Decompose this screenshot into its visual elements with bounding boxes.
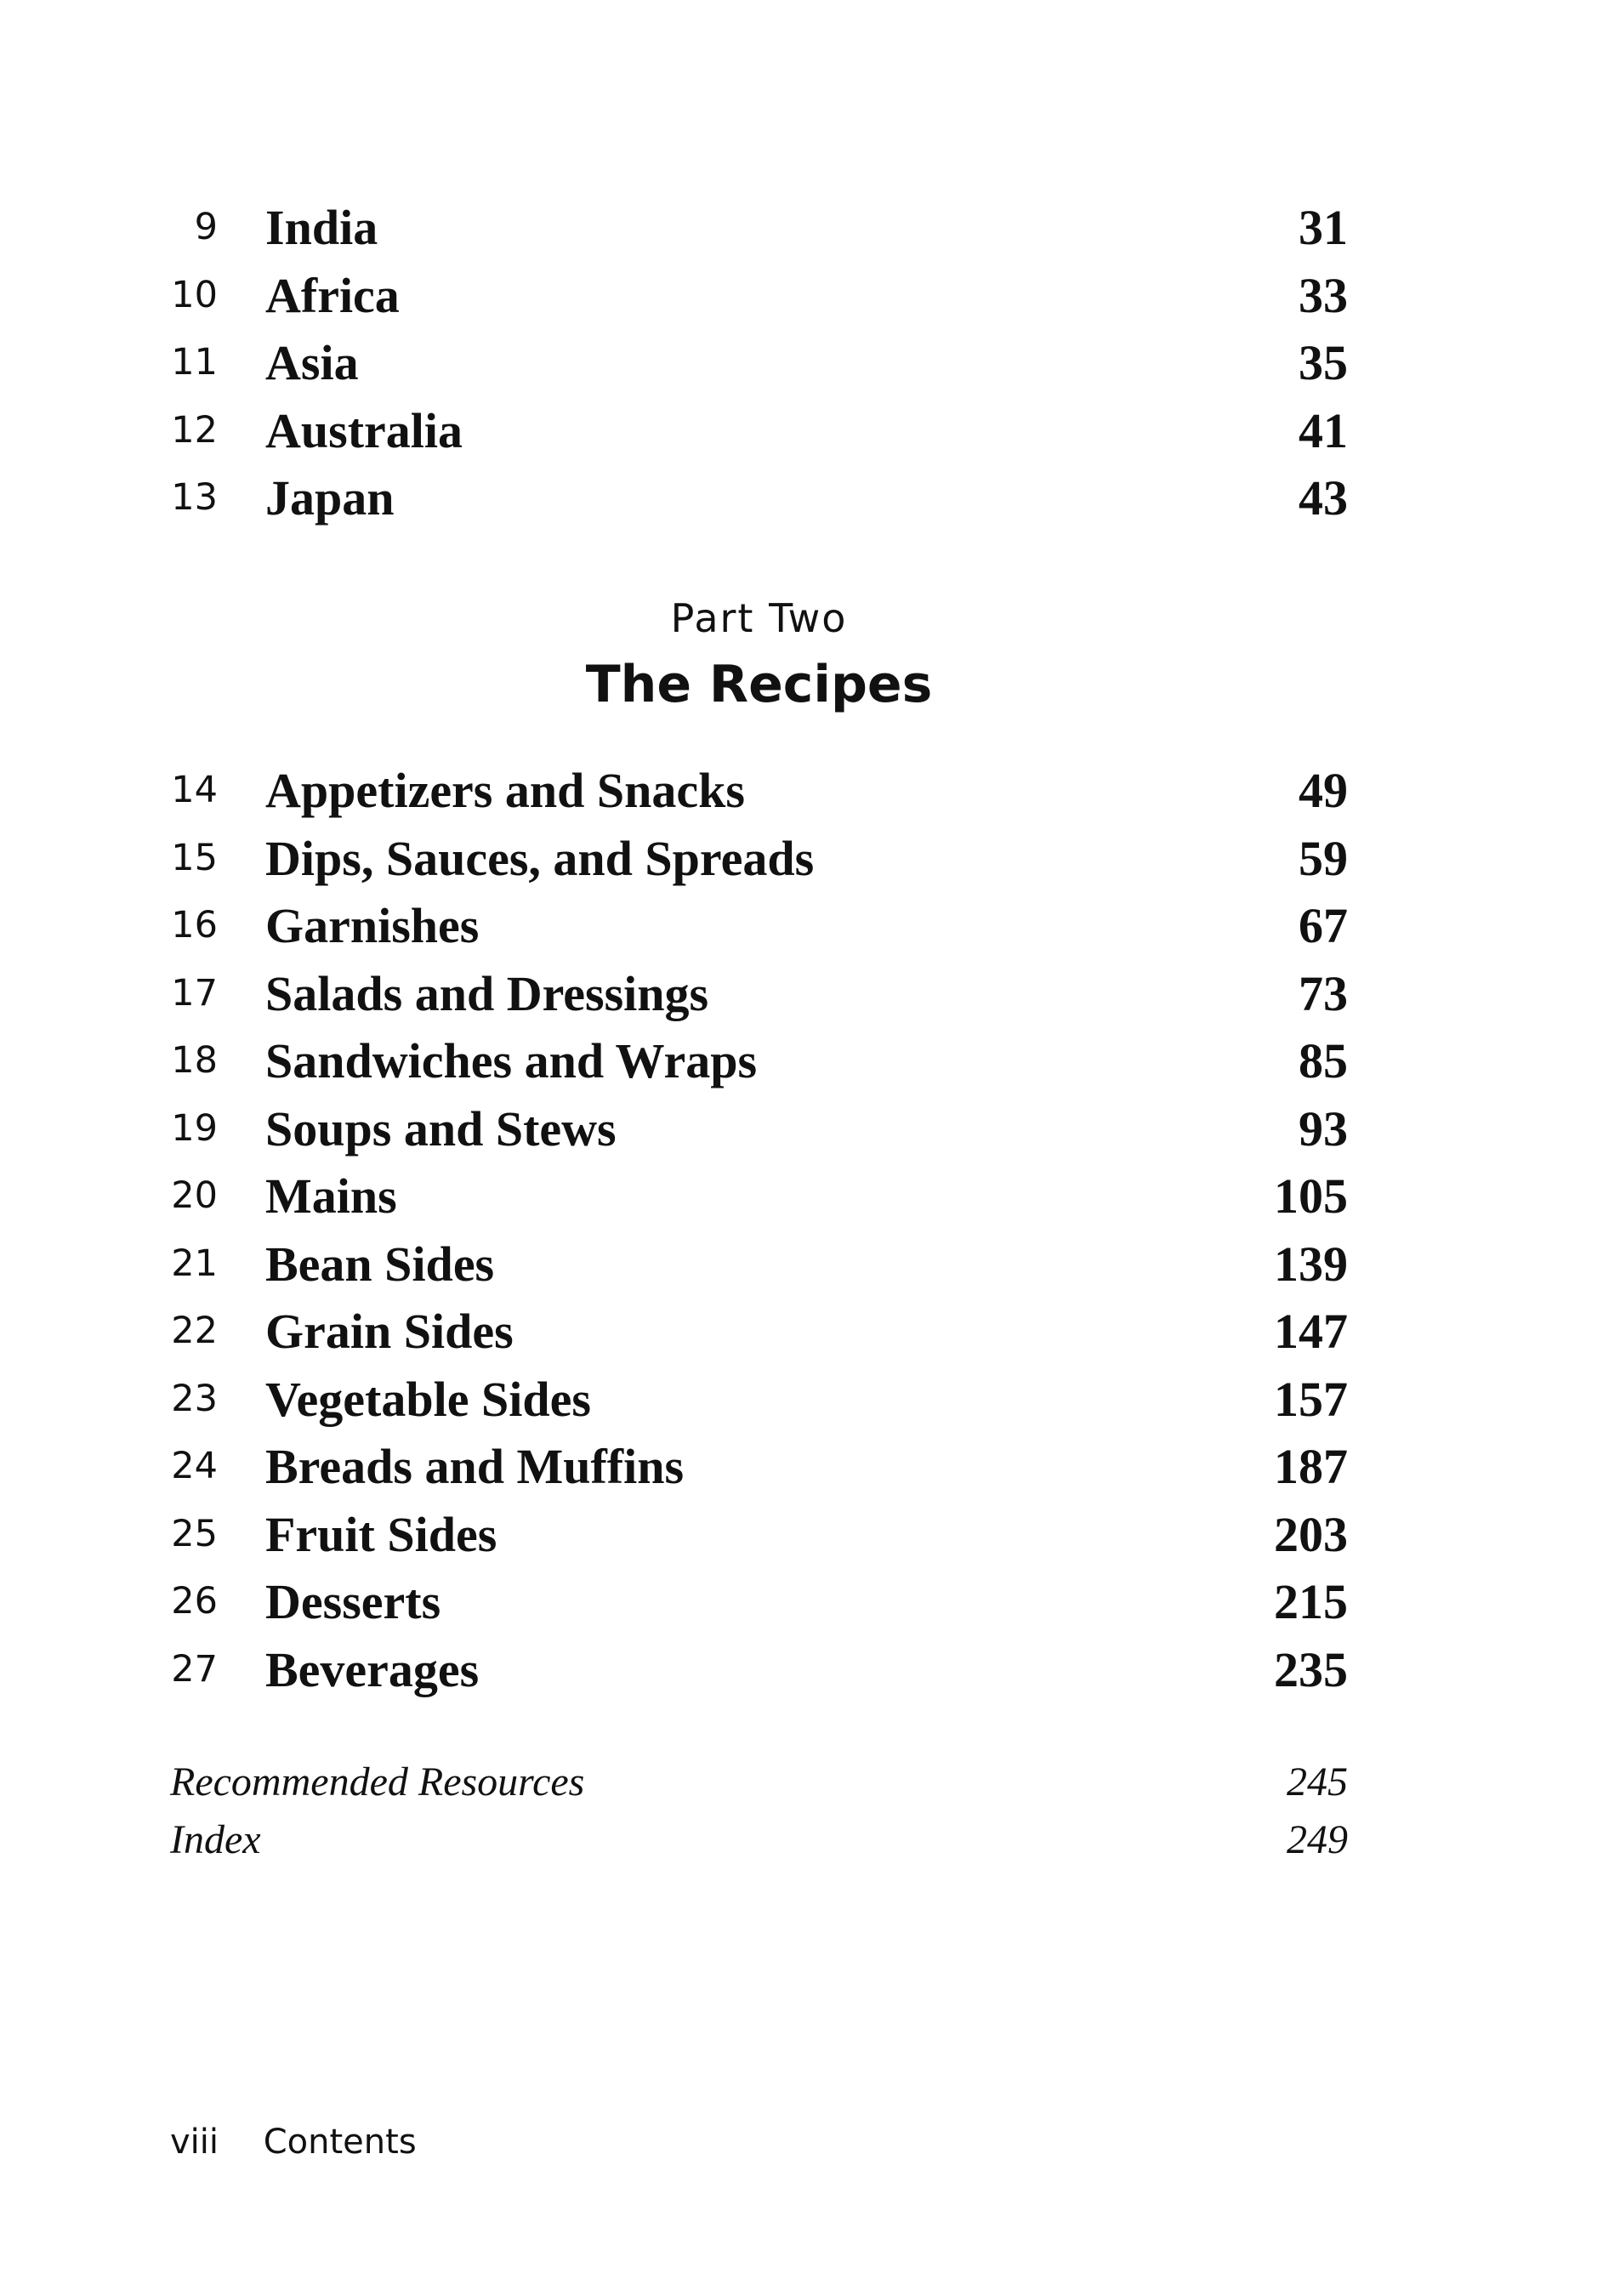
toc-entry[interactable] <box>170 1433 1348 1501</box>
chapter-title: India <box>265 200 378 255</box>
chapter-title: Breads and Muffins <box>265 1439 685 1494</box>
chapter-title: Appetizers and Snacks <box>265 763 745 818</box>
chapter-title: Australia <box>265 402 463 458</box>
chapter-title: Dips, Sauces, and Spreads <box>265 830 815 886</box>
part-two-entries <box>170 757 1348 1703</box>
chapter-page: 85 <box>1299 1033 1348 1088</box>
chapter-title: Sandwiches and Wraps <box>265 1033 758 1088</box>
chapter-page: 33 <box>1299 267 1348 323</box>
chapter-title: Desserts <box>265 1574 441 1629</box>
chapter-number: 22 <box>171 1310 218 1352</box>
chapter-title: Vegetable Sides <box>265 1371 591 1427</box>
chapter-number: 18 <box>171 1039 218 1082</box>
part-one-entries <box>170 194 1348 532</box>
chapter-page: 187 <box>1274 1439 1348 1494</box>
toc-entry[interactable] <box>170 1298 1348 1366</box>
chapter-title: Africa <box>265 267 400 323</box>
part-title: The Recipes <box>585 655 933 714</box>
chapter-title: Asia <box>265 335 359 390</box>
chapter-title: Fruit Sides <box>265 1506 497 1562</box>
back-matter <box>170 1753 1348 1869</box>
toc-entry[interactable] <box>170 262 1348 330</box>
chapter-page: 31 <box>1299 200 1348 255</box>
chapter-page: 43 <box>1299 470 1348 526</box>
toc-entry[interactable] <box>170 960 1348 1028</box>
running-head: Contents <box>263 2123 417 2162</box>
chapter-number: 24 <box>171 1445 218 1487</box>
toc-entry[interactable] <box>170 1501 1348 1569</box>
chapter-number: 11 <box>171 341 218 384</box>
chapter-title: Soups and Stews <box>265 1100 617 1157</box>
chapter-title: Beverages <box>265 1641 480 1697</box>
toc-entry[interactable] <box>170 825 1348 893</box>
chapter-number: 17 <box>171 971 218 1014</box>
part-label: Part Two <box>670 595 848 641</box>
chapter-page: 157 <box>1274 1371 1348 1427</box>
chapter-page: 139 <box>1274 1236 1348 1292</box>
chapter-number: 12 <box>171 408 218 452</box>
chapter-page: 41 <box>1299 402 1348 458</box>
chapter-number: 19 <box>171 1106 218 1150</box>
back-matter-entry[interactable] <box>170 1811 1348 1869</box>
back-matter-page: 249 <box>1287 1817 1348 1862</box>
chapter-number: 21 <box>171 1242 218 1285</box>
chapter-page: 59 <box>1299 830 1348 886</box>
back-matter-title: Recommended Resources <box>170 1759 585 1804</box>
toc-entry[interactable] <box>170 194 1348 262</box>
back-matter-title: Index <box>170 1817 261 1862</box>
chapter-page: 35 <box>1299 335 1348 390</box>
back-matter-entry[interactable] <box>170 1753 1348 1811</box>
toc-entry[interactable] <box>170 1366 1348 1434</box>
toc-entry[interactable] <box>170 329 1348 397</box>
chapter-number: 15 <box>171 836 218 879</box>
chapter-number: 13 <box>171 476 218 519</box>
chapter-title: Garnishes <box>265 898 480 953</box>
chapter-number: 16 <box>171 904 218 946</box>
chapter-page: 49 <box>1299 763 1348 818</box>
toc-entry[interactable] <box>170 1568 1348 1636</box>
chapter-page: 67 <box>1299 898 1348 953</box>
toc-entry[interactable] <box>170 464 1348 532</box>
chapter-title: Salads and Dressings <box>265 965 709 1021</box>
chapter-number: 10 <box>171 273 218 316</box>
page-folio: viii <box>170 2123 219 2162</box>
chapter-number: 26 <box>171 1580 218 1623</box>
chapter-number: 14 <box>171 769 218 811</box>
back-matter-page: 245 <box>1287 1759 1348 1804</box>
chapter-page: 203 <box>1274 1506 1348 1562</box>
chapter-page: 105 <box>1274 1168 1348 1224</box>
chapter-title: Grain Sides <box>265 1304 514 1359</box>
chapter-number: 20 <box>171 1174 218 1217</box>
chapter-title: Bean Sides <box>265 1236 495 1292</box>
chapter-page: 147 <box>1274 1304 1348 1359</box>
toc-entry[interactable] <box>170 892 1348 960</box>
chapter-title: Japan <box>265 470 395 526</box>
toc-entry[interactable] <box>170 1027 1348 1095</box>
chapter-page: 73 <box>1299 965 1348 1021</box>
chapter-number: 23 <box>171 1377 218 1420</box>
toc-entry[interactable] <box>170 1095 1348 1163</box>
chapter-page: 235 <box>1274 1641 1348 1697</box>
chapter-number: 25 <box>171 1512 218 1555</box>
toc-entry[interactable] <box>170 1162 1348 1230</box>
chapter-title: Mains <box>265 1168 397 1224</box>
chapter-number: 27 <box>171 1647 218 1691</box>
toc-entry[interactable] <box>170 1230 1348 1299</box>
chapter-page: 215 <box>1274 1574 1348 1629</box>
toc-entry[interactable] <box>170 1636 1348 1704</box>
chapter-number: 9 <box>194 206 218 248</box>
toc-entry[interactable] <box>170 397 1348 465</box>
page-footer <box>170 2123 417 2162</box>
chapter-page: 93 <box>1299 1100 1348 1157</box>
toc-entry[interactable] <box>170 757 1348 825</box>
